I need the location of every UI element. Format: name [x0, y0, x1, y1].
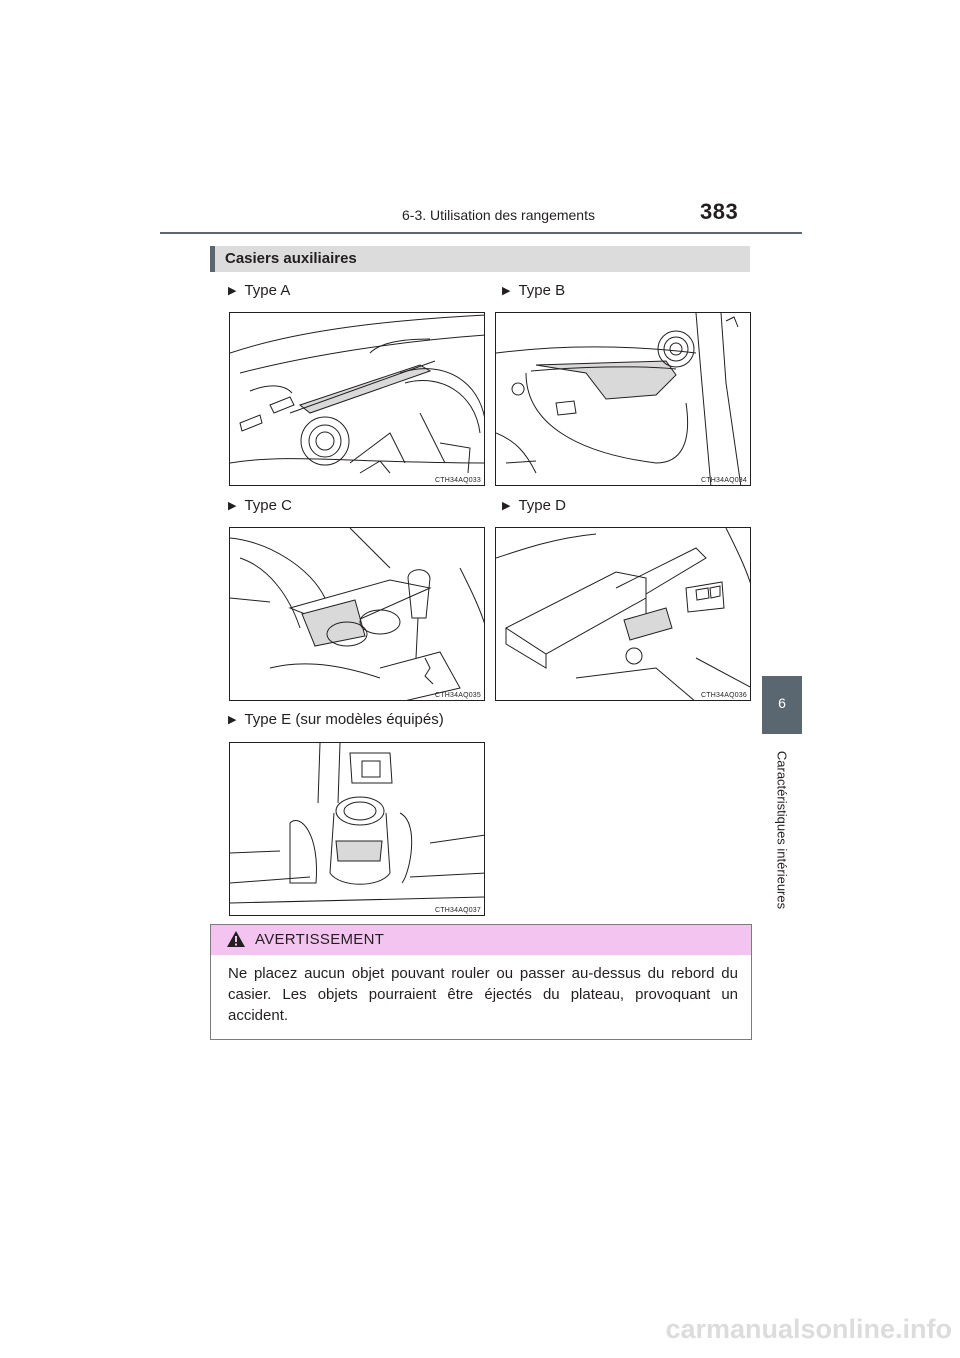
triangle-right-icon: ▶ [228, 714, 237, 726]
triangle-right-icon: ▶ [502, 500, 511, 512]
figure-code: CTH34AQ037 [435, 907, 481, 914]
type-d-label: ▶ Type D [502, 497, 566, 514]
figure-code: CTH34AQ035 [435, 692, 481, 699]
figure-type-e [229, 742, 485, 916]
type-c-label: ▶ Type C [228, 497, 292, 514]
triangle-right-icon: ▶ [502, 285, 511, 297]
warning-title: AVERTISSEMENT [255, 931, 385, 948]
figure-code: CTH34AQ033 [435, 477, 481, 484]
figure-type-c [229, 527, 485, 701]
triangle-right-icon: ▶ [228, 285, 237, 297]
type-b-label: ▶ Type B [502, 282, 566, 299]
watermark-text: carmanualsonline.info [665, 1314, 952, 1344]
figure-type-a [229, 312, 485, 486]
chapter-label: Caractéristiques intérieures [774, 750, 790, 910]
header-rule [160, 232, 802, 234]
triangle-right-icon: ▶ [228, 500, 237, 512]
warning-text: Ne placez aucun objet pouvant rouler ou passer au-dessus du rebord du casier. Les objets pourraient être éjectés du plateau, provoquant un accident. [228, 965, 738, 1024]
figure-type-b [495, 312, 751, 486]
figure-code: CTH34AQ036 [701, 692, 747, 699]
section-header [210, 246, 750, 272]
chapter-number: 6 [778, 695, 786, 711]
chapter-tab [762, 676, 802, 734]
section-title-text: Casiers auxiliaires [225, 250, 357, 267]
warning-triangle-icon [226, 930, 246, 948]
type-e-label: ▶ Type E (sur modèles équipés) [228, 711, 444, 728]
warning-header [211, 925, 751, 955]
section-title: 6-3. Utilisation des rangements [402, 207, 595, 223]
figure-type-d [495, 527, 751, 701]
warning-box [210, 924, 752, 1040]
figure-code: CTH34AQ034 [701, 477, 747, 484]
page-number: 383 [700, 199, 739, 224]
type-a-label: ▶ Type A [228, 282, 291, 299]
